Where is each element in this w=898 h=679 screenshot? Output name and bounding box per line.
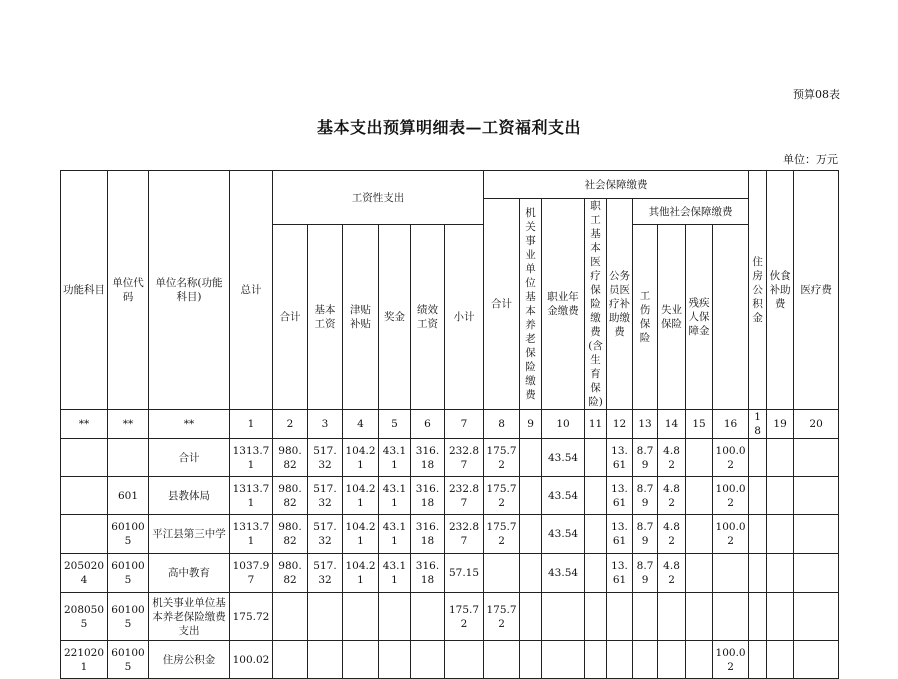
amount-cell bbox=[794, 439, 839, 477]
amount-cell: 43.54 bbox=[542, 439, 585, 477]
header-other-social-group: 其他社会保障缴费 bbox=[633, 199, 749, 225]
amount-cell bbox=[585, 593, 607, 641]
table-row bbox=[61, 439, 839, 477]
func-code-cell bbox=[61, 477, 108, 515]
amount-cell bbox=[658, 641, 686, 679]
index-cell: 6 bbox=[411, 410, 445, 439]
amount-cell: 43.11 bbox=[379, 554, 411, 593]
index-cell: 13 bbox=[633, 410, 658, 439]
index-cell: 19 bbox=[767, 410, 794, 439]
amount-cell: 100.02 bbox=[230, 641, 273, 679]
index-cell: 5 bbox=[379, 410, 411, 439]
amount-cell bbox=[767, 477, 794, 515]
unit-code-cell: 601005 bbox=[108, 593, 149, 641]
amount-cell bbox=[520, 439, 542, 477]
amount-cell bbox=[542, 641, 585, 679]
amount-cell bbox=[585, 554, 607, 593]
amount-cell: 232.87 bbox=[445, 439, 484, 477]
unit-name-cell: 住房公积金 bbox=[149, 641, 230, 679]
func-code-cell: 2210201 bbox=[61, 641, 108, 679]
amount-cell: 4.82 bbox=[658, 439, 686, 477]
index-row bbox=[61, 410, 839, 439]
amount-cell: 1313.71 bbox=[230, 439, 273, 477]
amount-cell: 232.87 bbox=[445, 515, 484, 554]
index-cell: 7 bbox=[445, 410, 484, 439]
amount-cell bbox=[794, 641, 839, 679]
amount-cell: 104.21 bbox=[343, 515, 379, 554]
index-cell: ** bbox=[61, 410, 108, 439]
amount-cell: 8.79 bbox=[633, 477, 658, 515]
amount-cell: 104.21 bbox=[343, 554, 379, 593]
index-cell: 4 bbox=[343, 410, 379, 439]
table-row bbox=[61, 593, 839, 641]
amount-cell: 13.61 bbox=[607, 515, 633, 554]
amount-cell: 13.61 bbox=[607, 554, 633, 593]
header-code: 单位代码 bbox=[108, 171, 149, 410]
amount-cell bbox=[542, 593, 585, 641]
amount-cell bbox=[607, 593, 633, 641]
amount-cell bbox=[767, 641, 794, 679]
amount-cell bbox=[585, 477, 607, 515]
index-cell: 8 bbox=[484, 410, 520, 439]
amount-cell: 232.87 bbox=[445, 477, 484, 515]
header-name: 单位名称(功能科目) bbox=[149, 171, 230, 410]
amount-cell bbox=[767, 439, 794, 477]
amount-cell: 13.61 bbox=[607, 439, 633, 477]
amount-cell bbox=[686, 641, 713, 679]
amount-cell bbox=[520, 593, 542, 641]
amount-cell bbox=[484, 641, 520, 679]
amount-cell: 100.02 bbox=[713, 477, 749, 515]
amount-cell: 100.02 bbox=[713, 515, 749, 554]
amount-cell: 43.54 bbox=[542, 554, 585, 593]
amount-cell bbox=[520, 477, 542, 515]
index-cell: ** bbox=[108, 410, 149, 439]
header-allowance: 津贴补贴 bbox=[343, 225, 379, 410]
header-disability: 残疾人保障金 bbox=[686, 225, 713, 410]
header-func: 功能科目 bbox=[61, 171, 108, 410]
amount-cell bbox=[633, 593, 658, 641]
amount-cell bbox=[767, 554, 794, 593]
amount-cell: 1313.71 bbox=[230, 515, 273, 554]
amount-cell bbox=[749, 439, 767, 477]
amount-cell: 980.82 bbox=[273, 515, 308, 554]
amount-cell: 175.72 bbox=[445, 593, 484, 641]
amount-cell: 43.11 bbox=[379, 477, 411, 515]
page-title: 基本支出预算明细表—工资福利支出 bbox=[316, 118, 581, 137]
amount-cell bbox=[686, 593, 713, 641]
amount-cell bbox=[520, 554, 542, 593]
unit-name-cell: 合计 bbox=[149, 439, 230, 477]
header-wage-group: 工资性支出 bbox=[273, 171, 484, 225]
amount-cell bbox=[794, 477, 839, 515]
unit-code-cell: 601005 bbox=[108, 641, 149, 679]
amount-cell: 57.15 bbox=[445, 554, 484, 593]
header-total: 总计 bbox=[230, 171, 273, 410]
amount-cell bbox=[379, 593, 411, 641]
table-row bbox=[61, 477, 839, 515]
amount-cell bbox=[686, 515, 713, 554]
unit-code-cell bbox=[108, 439, 149, 477]
amount-cell: 43.54 bbox=[542, 477, 585, 515]
amount-cell bbox=[658, 593, 686, 641]
header-medical-fee: 医疗费 bbox=[794, 171, 839, 410]
unit-name-cell: 平江县第三中学 bbox=[149, 515, 230, 554]
unit-name-cell: 县教体局 bbox=[149, 477, 230, 515]
amount-cell bbox=[713, 593, 749, 641]
amount-cell: 316.18 bbox=[411, 439, 445, 477]
index-cell: 9 bbox=[520, 410, 542, 439]
unit-label: 单位：万元 bbox=[783, 153, 838, 166]
amount-cell bbox=[749, 641, 767, 679]
amount-cell: 43.11 bbox=[379, 515, 411, 554]
header-other-sum: 小计 bbox=[445, 225, 484, 410]
func-code-cell bbox=[61, 439, 108, 477]
amount-cell bbox=[767, 593, 794, 641]
header-row-1 bbox=[61, 171, 839, 199]
header-annuity: 职业年金缴费 bbox=[542, 199, 585, 410]
unit-code-cell: 601005 bbox=[108, 554, 149, 593]
amount-cell: 517.32 bbox=[308, 515, 343, 554]
unit-name-cell: 机关事业单位基本养老保险缴费支出 bbox=[149, 593, 230, 641]
index-cell: 12 bbox=[607, 410, 633, 439]
amount-cell: 8.79 bbox=[633, 439, 658, 477]
amount-cell: 4.82 bbox=[658, 477, 686, 515]
amount-cell: 43.11 bbox=[379, 439, 411, 477]
amount-cell: 517.32 bbox=[308, 554, 343, 593]
amount-cell: 517.32 bbox=[308, 439, 343, 477]
unit-name-cell: 高中教育 bbox=[149, 554, 230, 593]
amount-cell bbox=[343, 641, 379, 679]
amount-cell bbox=[585, 515, 607, 554]
amount-cell bbox=[585, 439, 607, 477]
amount-cell bbox=[520, 515, 542, 554]
index-cell: 2 bbox=[273, 410, 308, 439]
amount-cell bbox=[411, 593, 445, 641]
amount-cell bbox=[794, 593, 839, 641]
amount-cell: 175.72 bbox=[484, 439, 520, 477]
unit-code-cell: 601005 bbox=[108, 515, 149, 554]
index-cell: 1 bbox=[230, 410, 273, 439]
header-wage-sum: 合计 bbox=[273, 225, 308, 410]
amount-cell: 1313.71 bbox=[230, 477, 273, 515]
func-code-cell bbox=[61, 515, 108, 554]
amount-cell bbox=[585, 641, 607, 679]
amount-cell bbox=[343, 593, 379, 641]
index-cell: 15 bbox=[686, 410, 713, 439]
amount-cell bbox=[633, 641, 658, 679]
amount-cell bbox=[749, 554, 767, 593]
amount-cell: 175.72 bbox=[230, 593, 273, 641]
amount-cell: 316.18 bbox=[411, 477, 445, 515]
amount-cell: 980.82 bbox=[273, 554, 308, 593]
amount-cell: 316.18 bbox=[411, 554, 445, 593]
amount-cell: 104.21 bbox=[343, 439, 379, 477]
amount-cell bbox=[308, 641, 343, 679]
amount-cell bbox=[411, 641, 445, 679]
index-cell: 11 bbox=[585, 410, 607, 439]
amount-cell bbox=[520, 641, 542, 679]
amount-cell bbox=[794, 554, 839, 593]
amount-cell bbox=[273, 641, 308, 679]
amount-cell bbox=[713, 554, 749, 593]
table-number-label: 预算08表 bbox=[793, 88, 840, 101]
func-code-cell: 2050204 bbox=[61, 554, 108, 593]
header-unemployment: 失业保险 bbox=[658, 225, 686, 410]
amount-cell: 4.82 bbox=[658, 515, 686, 554]
amount-cell bbox=[749, 477, 767, 515]
amount-cell bbox=[445, 641, 484, 679]
table-row bbox=[61, 515, 839, 554]
amount-cell: 8.79 bbox=[633, 515, 658, 554]
amount-cell: 175.72 bbox=[484, 593, 520, 641]
amount-cell: 175.72 bbox=[484, 515, 520, 554]
header-food: 伙食补助费 bbox=[767, 171, 794, 410]
amount-cell: 8.79 bbox=[633, 554, 658, 593]
index-cell: 18 bbox=[749, 410, 767, 439]
amount-cell: 980.82 bbox=[273, 477, 308, 515]
amount-cell: 43.54 bbox=[542, 515, 585, 554]
index-cell: 20 bbox=[794, 410, 839, 439]
amount-cell: 4.82 bbox=[658, 554, 686, 593]
amount-cell bbox=[308, 593, 343, 641]
amount-cell: 175.72 bbox=[484, 477, 520, 515]
header-medical: 职工基本医疗保险缴费(含生育保险) bbox=[585, 199, 607, 410]
index-cell: ** bbox=[149, 410, 230, 439]
amount-cell bbox=[484, 554, 520, 593]
header-basic-wage: 基本工资 bbox=[308, 225, 343, 410]
amount-cell bbox=[794, 515, 839, 554]
amount-cell: 517.32 bbox=[308, 477, 343, 515]
amount-cell: 104.21 bbox=[343, 477, 379, 515]
amount-cell: 100.02 bbox=[713, 439, 749, 477]
amount-cell bbox=[686, 439, 713, 477]
unit-code-cell: 601 bbox=[108, 477, 149, 515]
amount-cell bbox=[686, 477, 713, 515]
amount-cell bbox=[749, 515, 767, 554]
header-bonus: 奖金 bbox=[379, 225, 411, 410]
index-cell: 16 bbox=[713, 410, 749, 439]
amount-cell: 980.82 bbox=[273, 439, 308, 477]
budget-table bbox=[60, 170, 839, 679]
amount-cell: 1037.97 bbox=[230, 554, 273, 593]
header-injury: 工伤保险 bbox=[633, 225, 658, 410]
func-code-cell: 2080505 bbox=[61, 593, 108, 641]
index-cell: 3 bbox=[308, 410, 343, 439]
amount-cell bbox=[379, 641, 411, 679]
amount-cell: 13.61 bbox=[607, 477, 633, 515]
amount-cell bbox=[273, 593, 308, 641]
header-pension: 机关事业单位基本养老保险缴费 bbox=[520, 199, 542, 410]
amount-cell bbox=[686, 554, 713, 593]
amount-cell bbox=[767, 515, 794, 554]
index-cell: 14 bbox=[658, 410, 686, 439]
header-social-group: 社会保障缴费 bbox=[484, 171, 749, 199]
amount-cell: 100.02 bbox=[713, 641, 749, 679]
header-perf-wage: 绩效工资 bbox=[411, 225, 445, 410]
header-social-sum: 合计 bbox=[484, 199, 520, 410]
header-civil-medical: 公务员医疗补助缴费 bbox=[607, 199, 633, 410]
amount-cell bbox=[607, 641, 633, 679]
amount-cell: 316.18 bbox=[411, 515, 445, 554]
table-row bbox=[61, 641, 839, 679]
amount-cell bbox=[749, 593, 767, 641]
table-row bbox=[61, 554, 839, 593]
index-cell: 10 bbox=[542, 410, 585, 439]
header-housing: 住房公积金 bbox=[749, 171, 767, 410]
